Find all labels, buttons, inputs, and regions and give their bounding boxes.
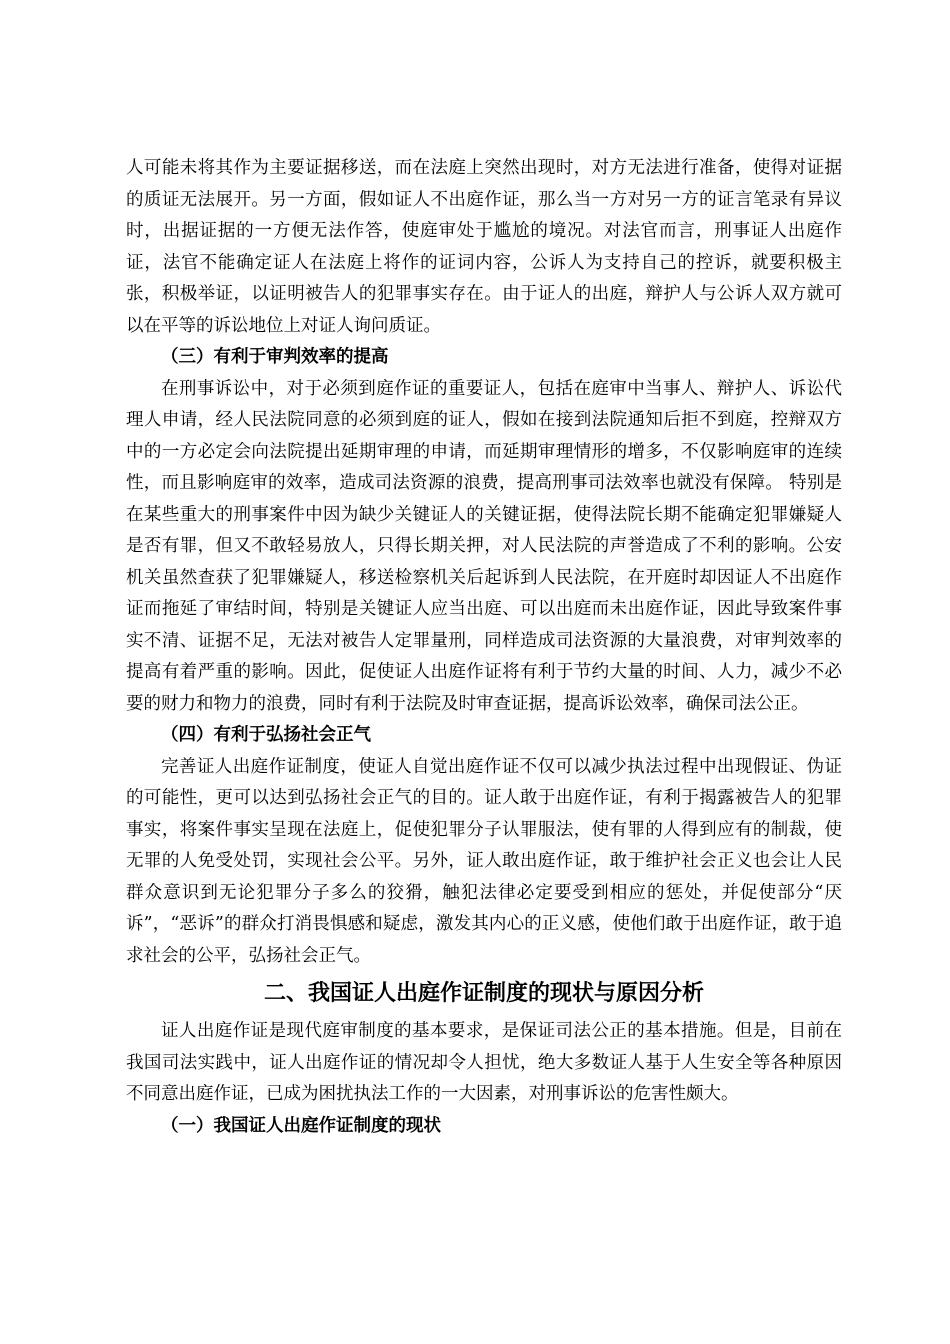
paragraph-continuation: 人可能未将其作为主要证据移送，而在法庭上突然出现时，对方无法进行准备，使得对证据的质证无法展开。另一方面，假如证人不出庭作证，那么当一方对另一方的证言笔录有异议时，出据证据的一方便无法作答，使庭审处于尴尬的境况。对法官而言，刑事证人出庭作证，法官不能确定证人在法庭上将作的证词内容，公诉人为支持自己的控诉，就要积极主张，积极举证，以证明被告人的犯罪事实存在。由于证人的出庭，辩护人与公诉人双方就可以在平等的诉讼地位上对证人询问质证。 [126, 158, 842, 336]
paragraph-social-justice: 完善证人出庭作证制度，使证人自觉出庭作证不仅可以减少执法过程中出现假证、伪证的可能性，更可以达到弘扬社会正气的目的。证人敢于出庭作证，有利于揭露被告人的犯罪事实，将案件事实呈现在法庭上，促使犯罪分子认罪服法，使有罪的人得到应有的制裁，使无罪的人免受处罚，实现社会公平。另外，证人敢出庭作证，敢于维护社会正义也会让人民群众意识到无论犯罪分子多么的狡猾，触犯法律必定要受到相应的惩处，并促使部分“厌诉”，“恶诉”的群众打消畏惧感和疑虑，激发其内心的正义感，使他们敢于出庭作证，敢于追求社会的公平，弘扬社会正气。 [126, 756, 842, 966]
subheading-efficiency: （三）有利于审判效率的提高 [161, 347, 389, 367]
paragraph-efficiency: 在刑事诉讼中，对于必须到庭作证的重要证人，包括在庭审中当事人、辩护人、诉讼代理人申请，经人民法院同意的必须到庭的证人，假如在接到法院通知后拒不到庭，控辩双方中的一方必定会向法院提出延期审理的申请，而延期审理情形的增多，不仅影响庭审的连续性，而且影响庭审的效率，造成司法资源的浪费，提高刑事司法效率也就没有保障。 特别是在某些重大的刑事案件中因为缺少关键证人的关键证据，使得法院长期不能确定犯罪嫌疑人是否有罪，但又不敢轻易放人，只得长期关押，对人民法院的声誉造成了不利的影响。公安机关虽然查获了犯罪嫌疑人，移送检察机关后起诉到人民法院，在开庭时却因证人不出庭作证而拖延了审结时间，特别是关键证人应当出庭、可以出庭而未出庭作证，因此导致案件事实不清、证据不足，无法对被告人定罪量刑，同样造成司法资源的大量浪费，对审判效率的提高有着严重的影响。因此，促使证人出庭作证将有利于节约大量的时间、人力，减少不必要的财力和物力的浪费，同时有利于法院及时审查证据，提高诉讼效率，确保司法公正。 [126, 378, 842, 714]
subheading-current-status: （一）我国证人出庭作证制度的现状 [161, 1115, 441, 1136]
paragraph-section-two-intro: 证人出庭作证是现代庭审制度的基本要求，是保证司法公正的基本措施。但是，目前在我国司法实践中，证人出庭作证的情况却令人担忧，绝大多数证人基于人生安全等各种原因不同意出庭作证，已成为困扰执法工作的一大因素，对刑事诉讼的危害性颇大。 [126, 1021, 842, 1104]
subheading-social-justice: （四）有利于弘扬社会正气 [161, 725, 371, 745]
section-heading-two: 二、我国证人出庭作证制度的现状与原因分析 [263, 981, 704, 1006]
